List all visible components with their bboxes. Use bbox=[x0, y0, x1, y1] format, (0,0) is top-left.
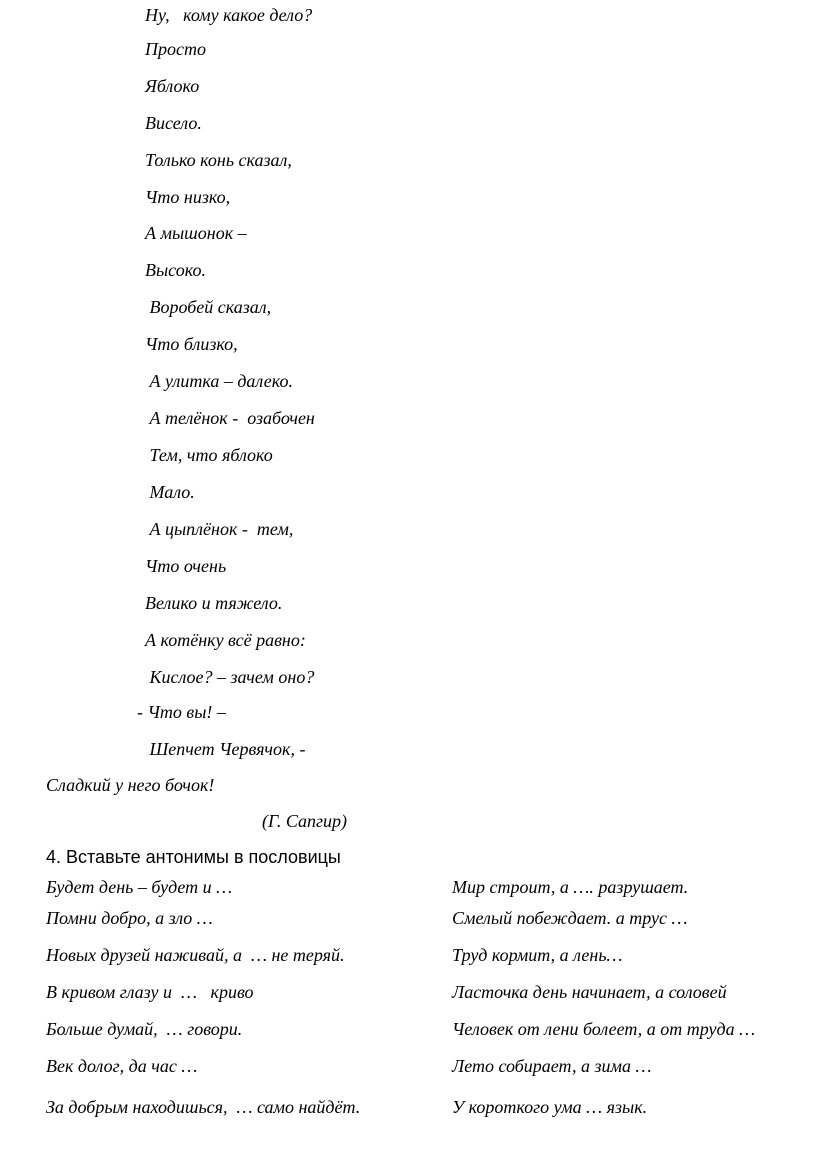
proverb-left: За добрым находишься, … само найдёт. bbox=[46, 1097, 361, 1117]
proverb-left: Будет день – будет и … bbox=[46, 877, 233, 897]
poem-line: А телёнок - озабочен bbox=[145, 408, 315, 428]
proverb-right: Ласточка день начинает, а соловей bbox=[452, 982, 727, 1002]
proverb-left: Век долог, да час … bbox=[46, 1056, 198, 1076]
proverb-right: Труд кормит, а лень… bbox=[452, 945, 623, 965]
proverb-left: В кривом глазу и … криво bbox=[46, 982, 254, 1002]
poem-line: А мышонок – bbox=[145, 223, 247, 243]
poem-line: А улитка – далеко. bbox=[145, 371, 293, 391]
poem-line: Висело. bbox=[145, 113, 202, 133]
poem-line: А котёнку всё равно: bbox=[145, 630, 306, 650]
proverb-right: Мир строит, а …. разрушает. bbox=[452, 877, 689, 897]
poem-line: Яблоко bbox=[145, 76, 200, 96]
proverb-right: Человек от лени болеет, а от труда … bbox=[452, 1019, 756, 1039]
poem-line: Тем, что яблоко bbox=[145, 445, 273, 465]
poem-line: Что очень bbox=[145, 556, 227, 576]
poem-line: Воробей сказал, bbox=[145, 297, 272, 317]
task-title: 4. Вставьте антонимы в пословицы bbox=[46, 847, 341, 867]
poem-line: Велико и тяжело. bbox=[145, 593, 283, 613]
poem-author: (Г. Сапгир) bbox=[262, 811, 348, 831]
poem-line: Высоко. bbox=[145, 260, 206, 280]
poem-line: Что низко, bbox=[145, 187, 231, 207]
poem-line: Ну, кому какое дело? bbox=[145, 5, 313, 25]
proverb-left: Новых друзей наживай, а … не теряй. bbox=[46, 945, 345, 965]
poem-line: А цыплёнок - тем, bbox=[145, 519, 294, 539]
poem-line: - Что вы! – bbox=[137, 702, 226, 722]
proverb-left: Помни добро, а зло … bbox=[46, 908, 213, 928]
poem-line: Только конь сказал, bbox=[145, 150, 292, 170]
proverb-right: У короткого ума … язык. bbox=[452, 1097, 648, 1117]
proverb-right: Смелый побеждает. а трус … bbox=[452, 908, 688, 928]
proverb-left: Больше думай, … говори. bbox=[46, 1019, 243, 1039]
poem-line: Кислое? – зачем оно? bbox=[145, 667, 315, 687]
proverb-right: Лето собирает, а зима … bbox=[452, 1056, 652, 1076]
poem-line: Шепчет Червячок, - bbox=[145, 739, 306, 759]
poem-line: Сладкий у него бочок! bbox=[46, 775, 215, 795]
poem-line: Мало. bbox=[145, 482, 195, 502]
poem-line: Просто bbox=[145, 39, 206, 59]
poem-line: Что близко, bbox=[145, 334, 238, 354]
